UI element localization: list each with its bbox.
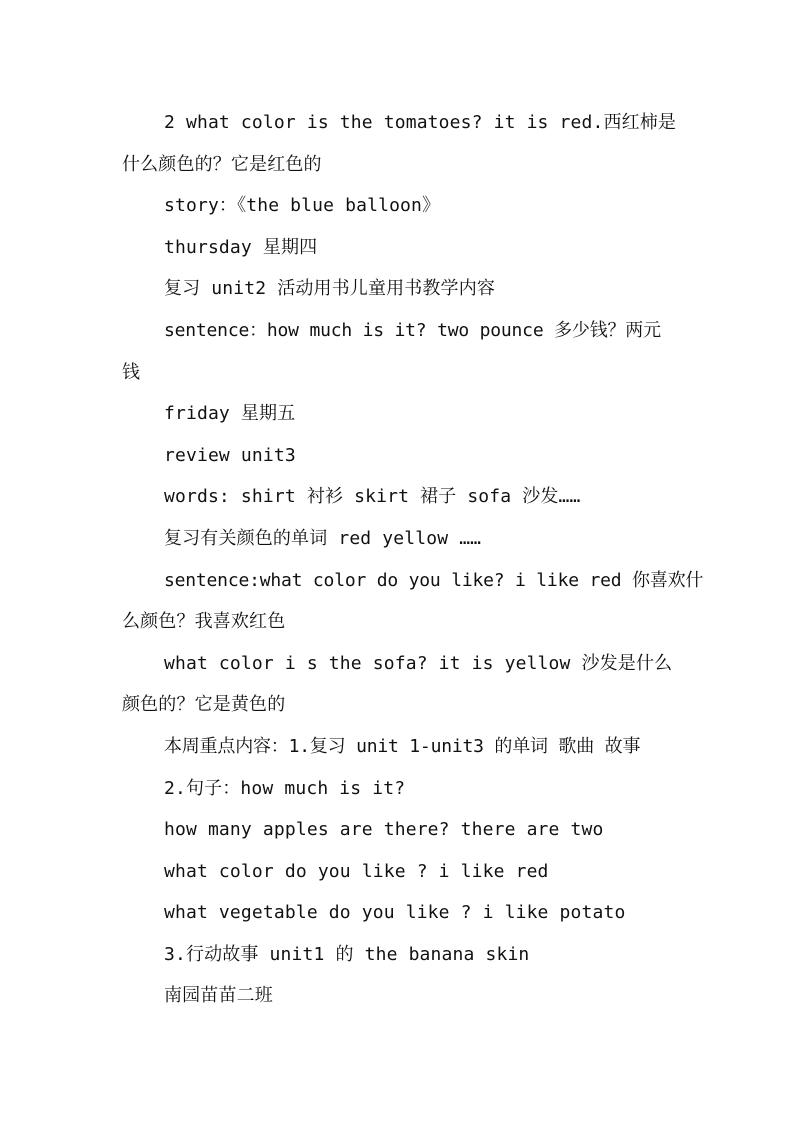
weekly-focus-line: 本周重点内容：1.复习 unit 1-unit3 的单词 歌曲 故事 [164, 735, 641, 757]
price-sentence-line: sentence：how much is it? two pounce 多少钱？两元 [164, 319, 661, 341]
sofa-color-question-line: what color i s the sofa? it is yellow 沙发是什么 [164, 652, 673, 674]
like-color-sentence-line: what color do you like ? i like red [164, 860, 549, 882]
review-unit3-line: review unit3 [164, 444, 296, 466]
thursday-heading: thursday 星期四 [164, 236, 318, 258]
story-title-line: story：《the blue balloon》 [164, 195, 441, 217]
tomato-color-answer-line: 什么颜色的？它是红色的 [122, 153, 322, 175]
favorite-color-translation-line: 么颜色？我喜欢红色 [122, 611, 286, 633]
document-body [122, 102, 704, 1017]
words-list-line: words: shirt 衬衫 skirt 裙子 sofa 沙发…… [164, 486, 581, 508]
class-name-line: 南园苗苗二班 [164, 985, 273, 1007]
tomato-color-question-line: 2 what color is the tomatoes? it is red.西红柿是 [164, 112, 677, 133]
favorite-color-sentence-line: sentence:what color do you like? i like red 你喜欢什 [164, 569, 704, 591]
review-unit2-line: 复习 unit2 活动用书儿童用书教学内容 [164, 278, 496, 300]
apples-sentence-line: how many apples are there? there are two [164, 819, 604, 841]
color-words-review-line: 复习有关颜色的单词 red yellow …… [164, 527, 482, 549]
price-sentence-continuation: 钱 [122, 361, 141, 383]
sofa-color-answer-line: 颜色的？它是黄色的 [122, 694, 286, 716]
friday-heading: friday 星期五 [164, 403, 296, 425]
action-story-line: 3.行动故事 unit1 的 the banana skin [164, 943, 530, 965]
sentence-focus-line: 2.句子：how much is it? [164, 777, 406, 799]
vegetable-sentence-line: what vegetable do you like ? i like potato [164, 902, 626, 924]
